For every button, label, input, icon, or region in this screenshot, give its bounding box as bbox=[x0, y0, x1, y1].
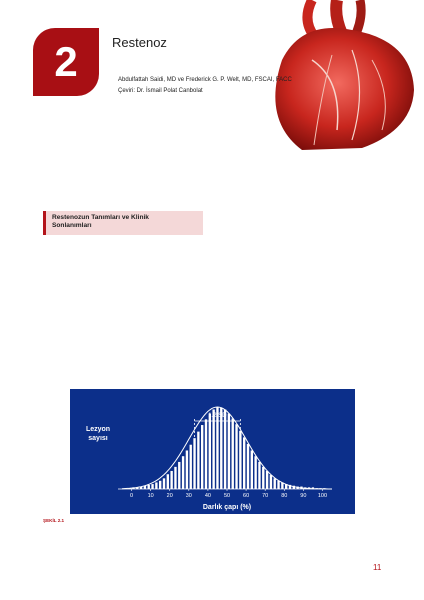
histogram-bar bbox=[235, 424, 237, 489]
x-tick-label: 90 bbox=[300, 493, 307, 499]
histogram-bar bbox=[266, 471, 268, 489]
heart-illustration bbox=[242, 0, 424, 150]
x-tick-label: 10 bbox=[147, 493, 154, 499]
histogram-bar bbox=[155, 482, 157, 489]
histogram-bar bbox=[232, 418, 234, 489]
histogram-bar bbox=[170, 471, 172, 489]
section-heading-line: Sonlanımları bbox=[52, 222, 92, 229]
histogram-bar bbox=[190, 445, 192, 489]
x-tick-label: 40 bbox=[204, 493, 211, 499]
histogram-bar bbox=[251, 450, 253, 489]
histogram-bar bbox=[182, 456, 184, 489]
histogram-bar bbox=[243, 437, 245, 489]
histogram-bar bbox=[274, 478, 276, 489]
x-tick-label: 0 bbox=[130, 493, 134, 499]
x-tick-label: 60 bbox=[243, 493, 250, 499]
stenosis-histogram-figure bbox=[70, 389, 355, 514]
section-heading-line: Restenozun Tanımları ve Klinik bbox=[52, 214, 149, 221]
histogram-bar bbox=[167, 474, 169, 489]
chapter-translator: Çeviri: Dr. İsmail Polat Canbolat bbox=[118, 88, 203, 94]
histogram-bar bbox=[197, 432, 199, 489]
histogram-bar bbox=[247, 444, 249, 489]
x-tick-label: 20 bbox=[166, 493, 173, 499]
histogram-bar bbox=[159, 481, 161, 489]
histogram-bar bbox=[228, 414, 230, 489]
histogram-bar bbox=[277, 481, 279, 489]
histogram-bar bbox=[258, 462, 260, 489]
histogram-bar bbox=[151, 484, 153, 489]
histogram-bar bbox=[148, 485, 150, 489]
histogram-bar bbox=[174, 467, 176, 489]
figure-caption-label: ŞEKİL 2.1 bbox=[43, 518, 65, 523]
histogram-bar bbox=[201, 425, 203, 489]
sd-annotation-label: 1.2 SD bbox=[208, 413, 227, 419]
histogram-bar bbox=[220, 408, 222, 489]
histogram-bar bbox=[163, 478, 165, 489]
x-tick-label: 100 bbox=[317, 493, 328, 499]
histogram-bar bbox=[209, 414, 211, 489]
histogram-bar bbox=[178, 462, 180, 489]
histogram-bar bbox=[216, 407, 218, 489]
figure-caption bbox=[43, 518, 381, 524]
y-axis-label: Lezyon bbox=[85, 426, 111, 433]
x-tick-label: 70 bbox=[262, 493, 269, 499]
chapter-authors: Abdulfattah Saidi, MD ve Frederick G. P. Welt, MD, FSCAI, FACC bbox=[118, 77, 292, 83]
x-tick-label: 30 bbox=[185, 493, 192, 499]
histogram-bar bbox=[205, 419, 207, 489]
y-axis-label: sayısı bbox=[88, 435, 108, 442]
chapter-title: Restenoz bbox=[112, 35, 167, 50]
histogram-bar bbox=[254, 456, 256, 489]
chapter-number-badge: 2 bbox=[33, 28, 99, 96]
section-heading bbox=[52, 214, 200, 230]
histogram-bar bbox=[186, 450, 188, 489]
x-tick-label: 80 bbox=[281, 493, 288, 499]
histogram-bar bbox=[262, 467, 264, 489]
histogram-bar bbox=[270, 475, 272, 489]
x-axis-label: Darlık çapı (%) bbox=[202, 504, 252, 511]
page-number: 11 bbox=[373, 563, 382, 572]
x-tick-label: 50 bbox=[223, 493, 231, 499]
